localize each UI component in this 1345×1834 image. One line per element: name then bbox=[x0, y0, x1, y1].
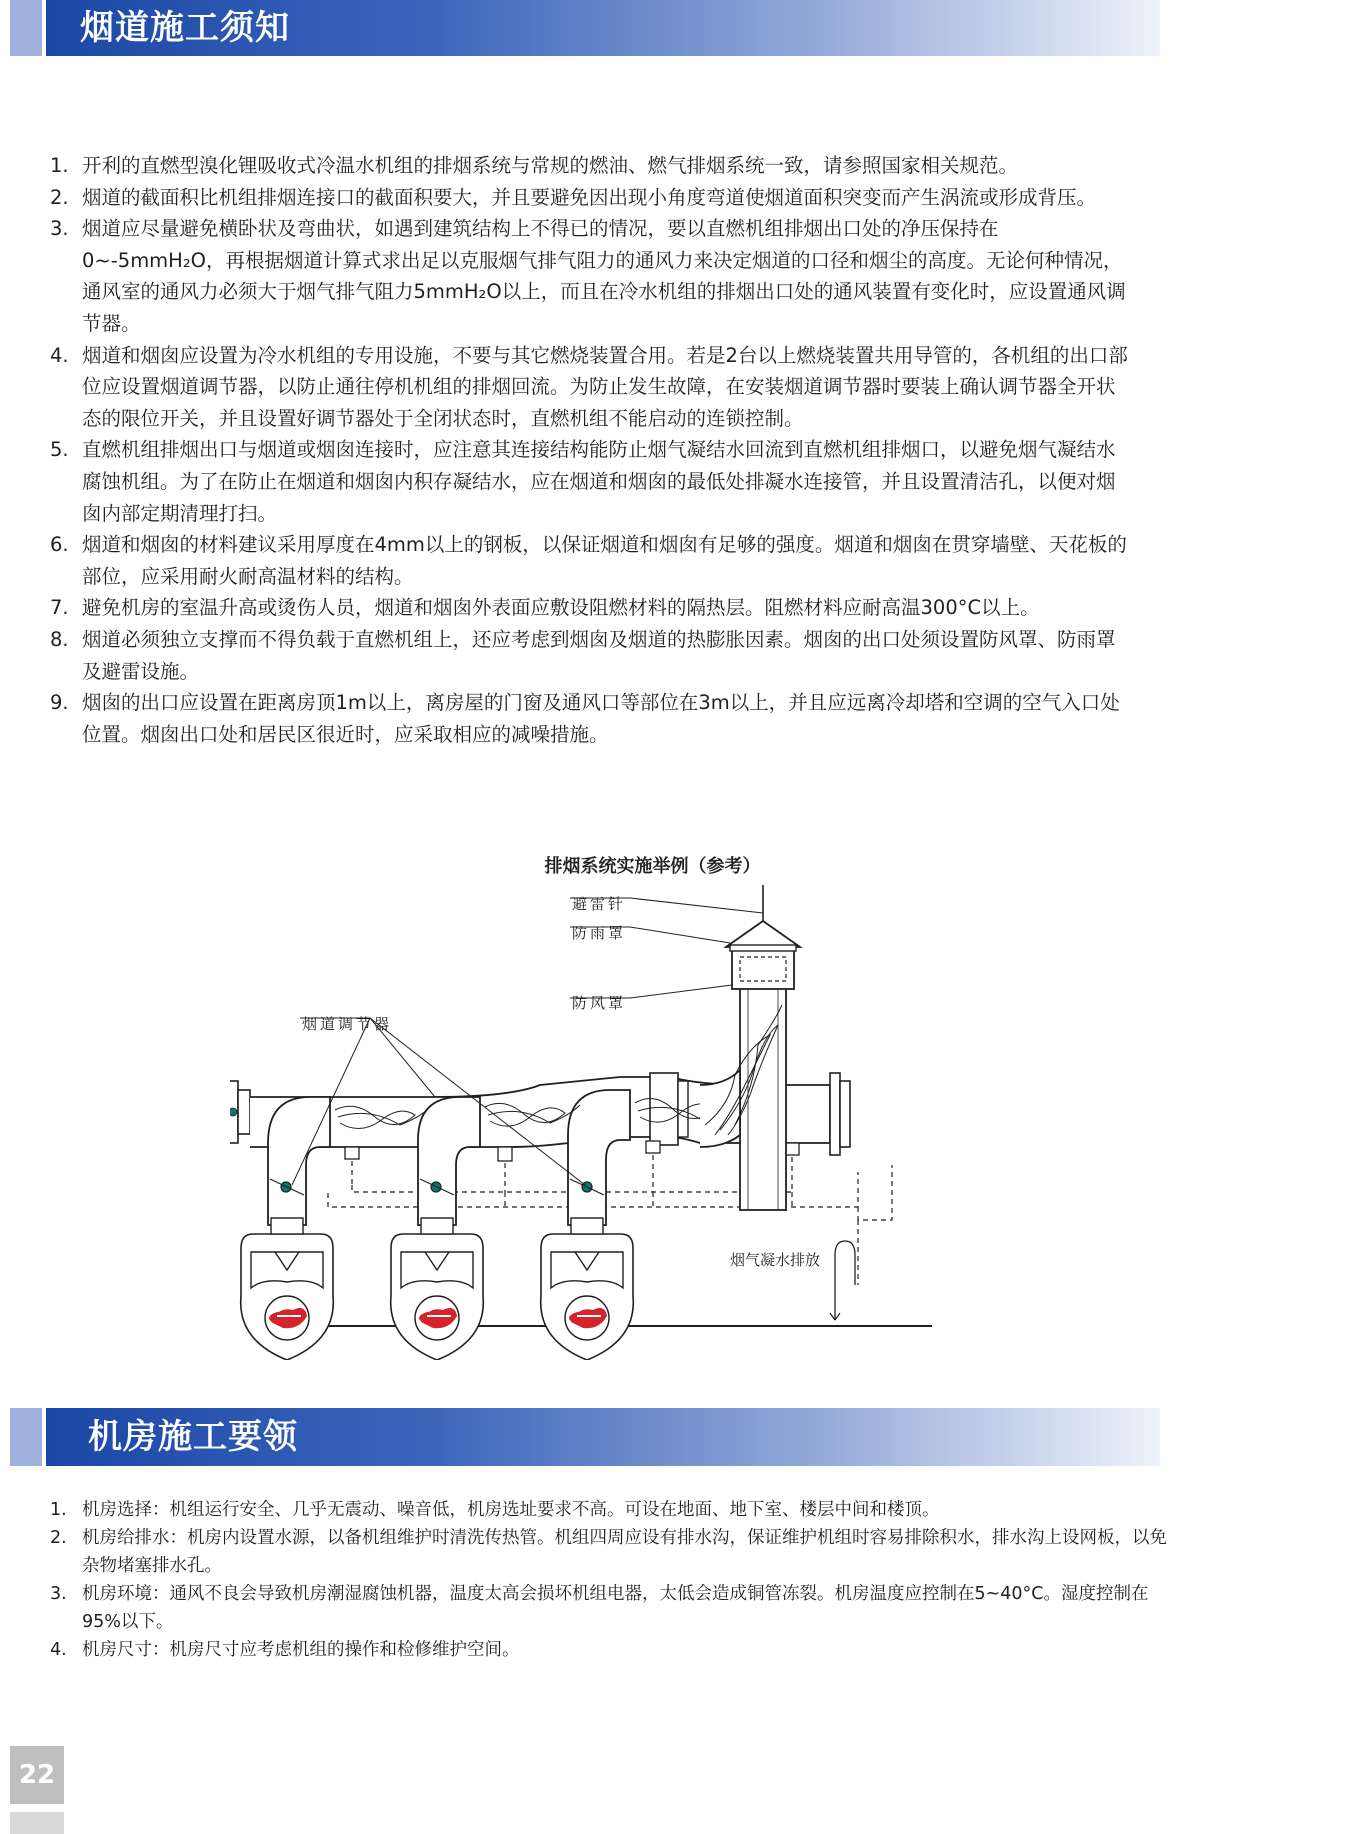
section-title: 烟道施工须知 bbox=[80, 8, 290, 48]
label-lightning-rod: 避雷针 bbox=[572, 895, 627, 913]
list-item bbox=[50, 150, 1130, 182]
item-text: 机房给排水：机房内设置水源，以备机组维护时清洗传热管。机组四周应设有排水沟，保证维护机组时容易排除积水，排水沟上设网板，以免杂物堵塞排水孔。 bbox=[82, 1528, 1167, 1576]
item-text: 避免机房的室温升高或烫伤人员，烟道和烟囱外表面应敷设阻燃材料的隔热层。阻燃材料应耐高温300°C以上。 bbox=[82, 596, 1040, 620]
item-number: 6. bbox=[50, 533, 69, 557]
section-title: 机房施工要领 bbox=[88, 1417, 298, 1457]
list-item bbox=[50, 624, 1130, 687]
label-flue-damper: 烟道调节器 bbox=[302, 1015, 393, 1033]
page-number: 22 bbox=[10, 1746, 64, 1804]
item-number: 1. bbox=[50, 1500, 67, 1520]
item-number: 5. bbox=[50, 438, 69, 462]
header-accent-bar bbox=[10, 0, 42, 56]
item-text: 机房环境：通风不良会导致机房潮湿腐蚀机器，温度太高会损坏机组电器，太低会造成铜管冻裂。机房温度应控制在5~40°C。湿度控制在95%以下。 bbox=[82, 1584, 1149, 1632]
item-number: 2. bbox=[50, 1528, 67, 1548]
item-number: 7. bbox=[50, 596, 69, 620]
item-text: 烟道和烟囱的材料建议采用厚度在4mm以上的钢板，以保证烟道和烟囱有足够的强度。烟道和烟囱在贯穿墙壁、天花板的部位，应采用耐火耐高温材料的结构。 bbox=[82, 533, 1127, 588]
list-item bbox=[50, 687, 1130, 750]
list-item bbox=[50, 1580, 1170, 1636]
section-header-plant-room bbox=[10, 1408, 1160, 1466]
item-number: 1. bbox=[50, 154, 69, 177]
item-number: 4. bbox=[50, 343, 69, 367]
item-number: 3. bbox=[50, 217, 69, 241]
item-text: 机房选择：机组运行安全、几乎无震动、噪音低，机房选址要求不高。可设在地面、地下室、楼层中间和楼顶。 bbox=[82, 1500, 940, 1520]
list-item bbox=[50, 213, 1130, 339]
list-item bbox=[50, 434, 1130, 529]
page-tab bbox=[10, 1812, 64, 1834]
label-condensate-drain: 烟气凝水排放 bbox=[730, 1251, 821, 1269]
item-text: 烟囱的出口应设置在距离房顶1m以上，离房屋的门窗及通风口等部位在3m以上，并且应远离冷却塔和空调的空气入口处位置。烟囱出口处和居民区很近时，应采取相应的减噪措施。 bbox=[82, 691, 1120, 746]
list-item bbox=[50, 1636, 1170, 1664]
flue-instructions-list bbox=[50, 150, 1130, 750]
item-text: 烟道必须独立支撑而不得负载于直燃机组上，还应考虑到烟囱及烟道的热膨胀因素。烟囱的出口处须设置防风罩、防雨罩及避雷设施。 bbox=[82, 627, 1116, 683]
item-number: 8. bbox=[50, 627, 69, 651]
item-number: 3. bbox=[50, 1584, 67, 1604]
item-number: 2. bbox=[50, 185, 69, 209]
item-number: 9. bbox=[50, 691, 69, 715]
list-item bbox=[50, 1496, 1170, 1524]
plant-room-list bbox=[50, 1496, 1170, 1664]
section-header-flue bbox=[10, 0, 1160, 56]
list-item bbox=[50, 529, 1130, 592]
label-wind-hood: 防风罩 bbox=[572, 994, 627, 1012]
item-text: 机房尺寸：机房尺寸应考虑机组的操作和检修维护空间。 bbox=[82, 1640, 520, 1660]
exhaust-system-diagram bbox=[230, 885, 960, 1360]
list-item bbox=[50, 592, 1130, 624]
item-text: 烟道和烟囱应设置为冷水机组的专用设施，不要与其它燃烧装置合用。若是2台以上燃烧装置共用导管的，各机组的出口部位应设置烟道调节器，以防止通往停机机组的排烟回流。为防止发生故障，在安装烟道调节器时要装上确认调节器全开状态的限位开关，并且设置好调节器处于全闭状态时，直燃机组不能启动的连锁控制。 bbox=[82, 343, 1128, 430]
list-item bbox=[50, 340, 1130, 435]
item-number: 4. bbox=[50, 1640, 67, 1660]
item-text: 直燃机组排烟出口与烟道或烟囱连接时，应注意其连接结构能防止烟气凝结水回流到直燃机组排烟口，以避免烟气凝结水腐蚀机组。为了在防止在烟道和烟囱内积存凝结水，应在烟道和烟囱的最低处排凝水连接管，并且设置清洁孔，以便对烟囱内部定期清理打扫。 bbox=[82, 438, 1116, 525]
item-text: 烟道应尽量避免横卧状及弯曲状，如遇到建筑结构上不得已的情况，要以直燃机组排烟出口处的净压保持在0~-5mmH₂O，再根据烟道计算式求出足以克服烟气排气阻力的通风力来决定烟道的口径和烟尘的高度。无论何种情况，通风室的通风力必须大于烟气排气阻力5mmH₂O以上，而且在冷水机组的排烟出口处的通风装置有变化时，应设置通风调节器。 bbox=[82, 217, 1126, 335]
label-rain-cap: 防雨罩 bbox=[572, 924, 627, 942]
item-text: 烟道的截面积比机组排烟连接口的截面积要大，并且要避免因出现小角度弯道使烟道面积突变而产生涡流或形成背压。 bbox=[82, 185, 1097, 209]
header-accent-bar bbox=[10, 1408, 42, 1466]
item-text: 开利的直燃型溴化锂吸收式冷温水机组的排烟系统与常规的燃油、燃气排烟系统一致，请参照国家相关规范。 bbox=[82, 154, 1019, 177]
list-item bbox=[50, 182, 1130, 214]
diagram-title: 排烟系统实施举例（参考） bbox=[544, 856, 761, 877]
list-item bbox=[50, 1524, 1170, 1580]
